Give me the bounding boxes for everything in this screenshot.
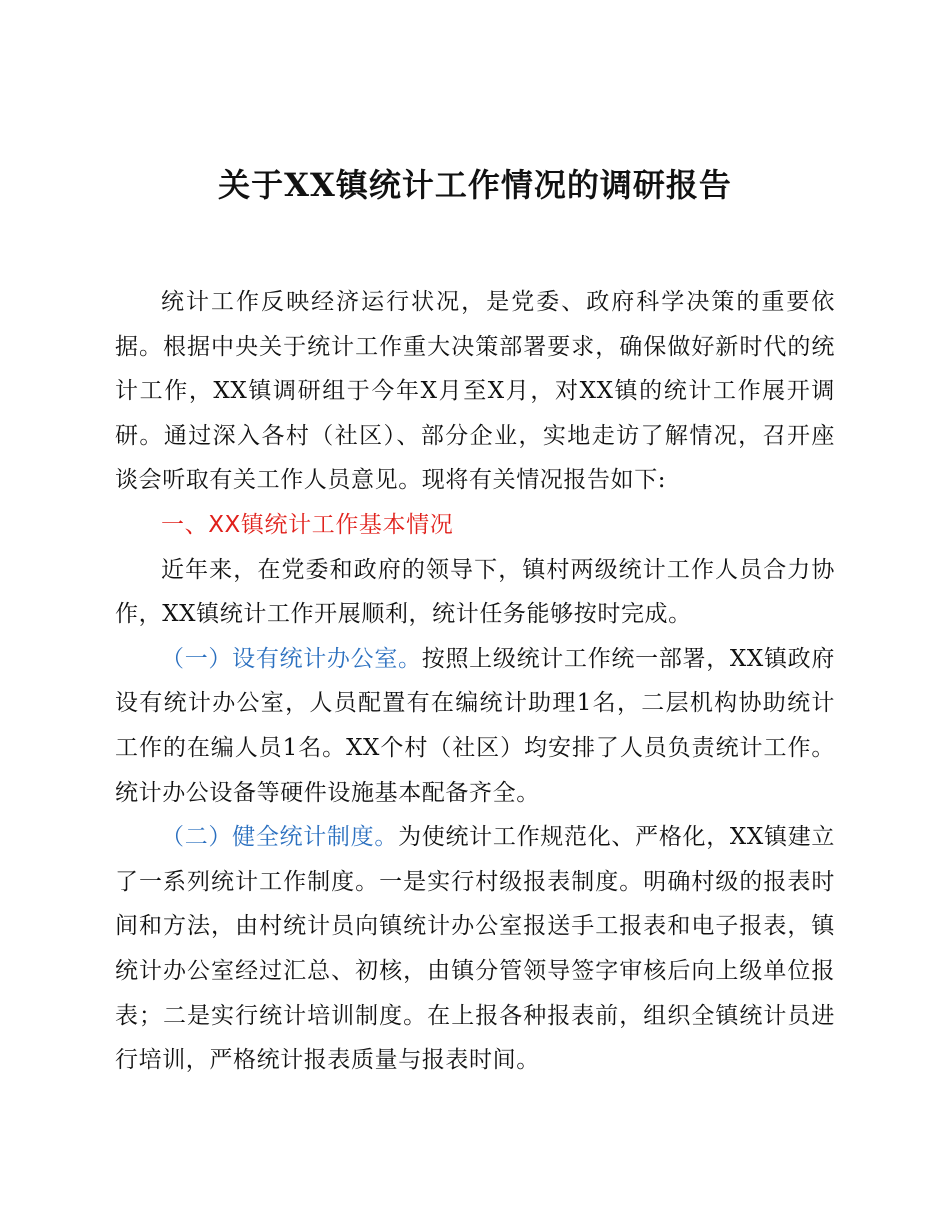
subsection-2-label: （二）健全统计制度。 [161, 824, 399, 851]
subsection-1-text: 按照上级统计工作统一部署，XX镇政府设有统计办公室，人员配置有在编统计助理1名，二层机构协助统计工作的在编人员1名。XX个村（社区）均安排了人员负责统计工作。统计办公设备等硬件设施基本配备齐全。 [115, 645, 835, 806]
subsection-1-label: （一）设有统计办公室。 [161, 645, 422, 672]
subsection-1-paragraph [115, 637, 835, 815]
section-heading-1: 一、XX镇统计工作基本情况 [161, 511, 454, 538]
document-body [115, 280, 835, 1083]
intro-paragraph: 统计工作反映经济运行状况，是党委、政府科学决策的重要依据。根据中央关于统计工作重大决策部署要求，确保做好新时代的统计工作，XX镇调研组于今年X月至X月，对XX镇的统计工作展开调研。通过深入各村（社区）、部分企业，实地走访了解情况，召开座谈会听取有关工作人员意见。现将有关情况报告如下: [115, 289, 835, 494]
subsection-2-paragraph [115, 815, 835, 1083]
section-1-paragraph: 近年来，在党委和政府的领导下，镇村两级统计工作人员合力协作，XX镇统计工作开展顺利，统计任务能够按时完成。 [115, 556, 835, 628]
document-title: 关于XX镇统计工作情况的调研报告 [218, 166, 732, 204]
subsection-2-text: 为使统计工作规范化、严格化，XX镇建立了一系列统计工作制度。一是实行村级报表制度。明确村级的报表时间和方法，由村统计员向镇统计办公室报送手工报表和电子报表，镇统计办公室经过汇总、初核，由镇分管领导签字审核后向上级单位报表；二是实行统计培训制度。在上报各种报表前，组织全镇统计员进行培训，严格统计报表质量与报表时间。 [115, 824, 836, 1074]
